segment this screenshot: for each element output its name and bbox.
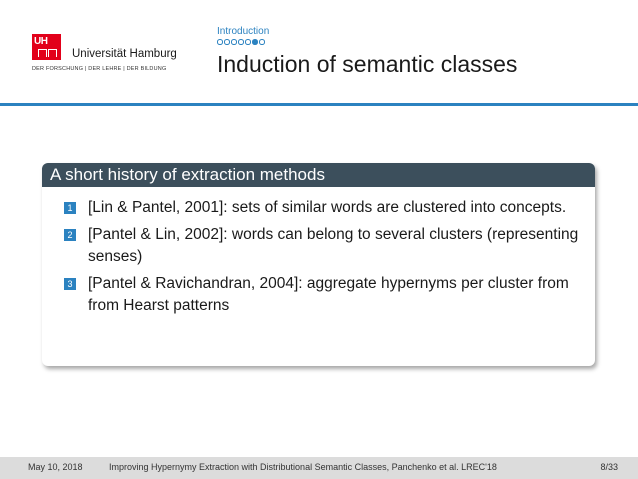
- page-number: 8/33: [600, 462, 618, 472]
- slide-nav-dot[interactable]: [259, 39, 265, 45]
- block-title: A short history of extraction methods: [42, 163, 595, 187]
- slide-nav-dot[interactable]: [252, 39, 258, 45]
- logo-mark-text: UH: [34, 36, 48, 47]
- section-label[interactable]: Introduction: [217, 26, 270, 37]
- slide-nav-dot[interactable]: [231, 39, 237, 45]
- slide-navigation-dots[interactable]: [217, 39, 265, 45]
- item-text: [Pantel & Lin, 2002]: words can belong to several clusters (representing senses): [88, 226, 579, 265]
- slide-footer: [0, 457, 638, 479]
- item-text: [Lin & Pantel, 2001]: sets of similar words are clustered into concepts.: [88, 199, 567, 216]
- item-number: 3: [64, 278, 76, 290]
- footer-date: May 10, 2018: [28, 462, 83, 472]
- content-block: [42, 163, 595, 366]
- slide-nav-dot[interactable]: [245, 39, 251, 45]
- list-item: [42, 224, 595, 268]
- university-logo: [32, 34, 177, 80]
- slide-nav-dot[interactable]: [224, 39, 230, 45]
- item-number: 1: [64, 202, 76, 214]
- university-tagline: DER FORSCHUNG | DER LEHRE | DER BILDUNG: [32, 66, 167, 72]
- slide-title: Induction of semantic classes: [217, 51, 518, 77]
- list-item: [42, 197, 595, 219]
- list-item: [42, 273, 595, 317]
- header-divider: [0, 103, 638, 106]
- uh-logo-mark: [32, 34, 61, 60]
- slide-nav-dot[interactable]: [238, 39, 244, 45]
- item-number: 2: [64, 229, 76, 241]
- method-list: [42, 187, 595, 317]
- footer-title: Improving Hypernymy Extraction with Distributional Semantic Classes, Panchenko et al. LREC'18: [109, 462, 497, 472]
- slide-nav-dot[interactable]: [217, 39, 223, 45]
- item-text: [Pantel & Ravichandran, 2004]: aggregate hypernyms per cluster from from Hearst patterns: [88, 275, 569, 314]
- university-name: Universität Hamburg: [72, 48, 177, 60]
